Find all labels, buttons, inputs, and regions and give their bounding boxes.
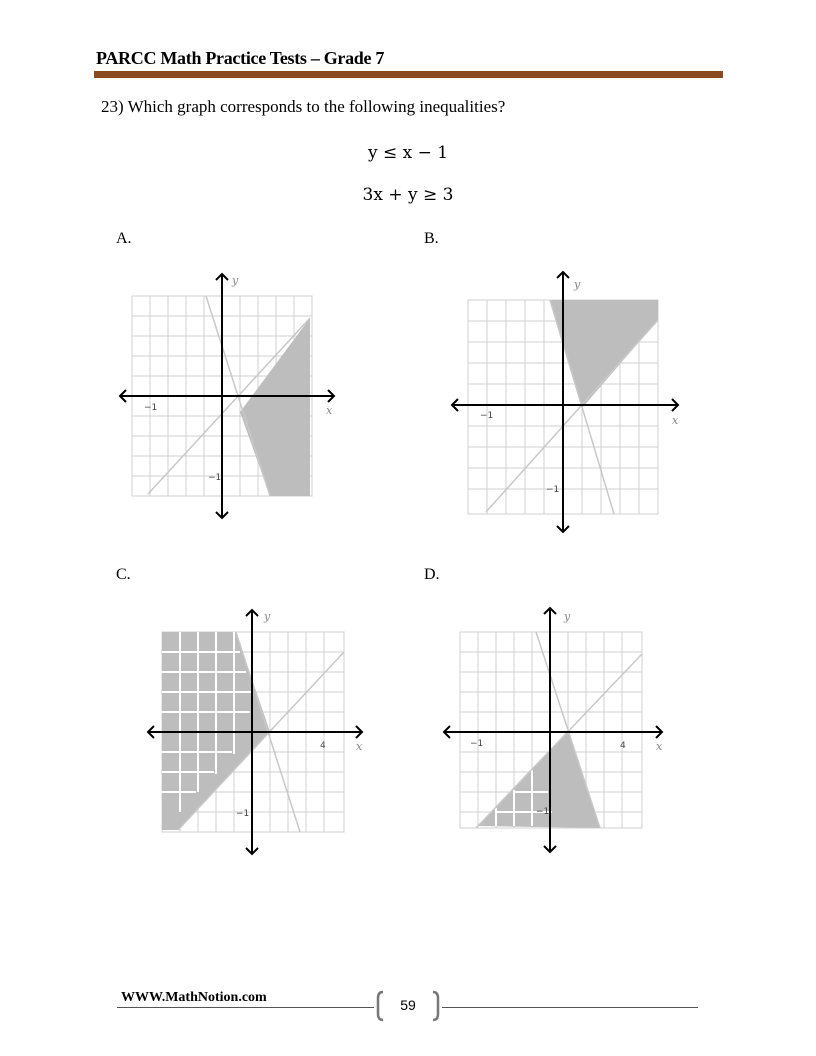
footer-rule-right [442,1007,698,1008]
tick-y-neg-c: −1 [236,809,250,819]
tick-x-pos-c: 4 [320,741,326,751]
shaded-region-a [240,318,310,496]
footer-rule-left [117,1007,374,1008]
option-d-label: D. [424,566,440,583]
graph-a[interactable] [112,266,342,526]
x-axis-label-d: x [656,740,663,753]
option-c-label: C. [116,566,131,583]
graph-b[interactable] [448,266,688,536]
inequality-2: 3x + y ≥ 3 [362,185,454,205]
tick-y-neg-a: −1 [208,473,222,483]
header-title: PARCC Math Practice Tests – Grade 7 [96,48,385,68]
x-axis-label-a: x [326,404,333,417]
graph-d[interactable] [440,602,670,862]
option-a-label: A. [116,230,132,247]
header-rule [94,71,723,78]
tick-y-neg-b: −1 [546,485,560,495]
tick-y-neg-d: −1 [536,807,550,817]
y-axis-label-b: y [574,278,581,291]
y-axis-label-c: y [264,610,271,623]
option-b-label: B. [424,230,439,247]
tick-x-neg-d: −1 [470,739,484,749]
question-text: 23) Which graph corresponds to the following inequalities? [101,97,506,116]
footer-site[interactable]: WWW.MathNotion.com [121,990,267,1005]
page-number-box [374,990,442,1022]
inequality-1: y ≤ x − 1 [367,143,449,163]
graph-c[interactable] [140,602,370,862]
y-axis-label-a: y [232,274,239,287]
y-axis-label-d: y [564,610,571,623]
x-axis-label-b: x [672,414,679,427]
tick-x-pos-d: 4 [620,741,626,751]
tick-x-neg-a: −1 [144,403,158,413]
tick-x-neg-b: −1 [480,411,494,421]
page-number: 59 [400,997,416,1013]
x-axis-label-c: x [356,740,363,753]
